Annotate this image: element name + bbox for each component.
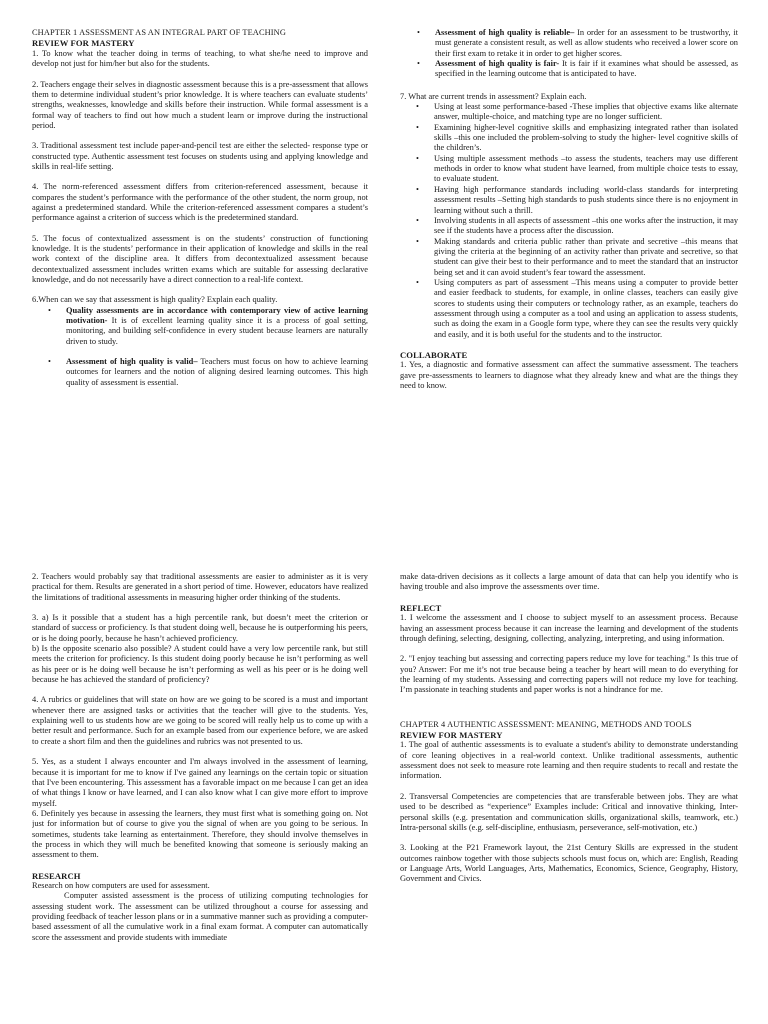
trend-text: Having high performance standards including world-class standards for interpreting assessment results –Setting high standards to push students since there is no enjoyment in learning without such a thrill.: [434, 184, 738, 215]
bullet-icon: •: [416, 236, 419, 246]
trend-text: Examining higher-level cognitive skills and emphasizing integrated rather than isolated skills –this one included the problem-solving to study the higher- level cognitive skills of the children’s.: [434, 122, 738, 153]
bullet-icon: •: [416, 215, 419, 225]
trend-text: Using at least some performance-based -These implies that objective exams like alternate answer, multiple-choice, and matching type are no longer sufficient.: [434, 102, 738, 122]
chapter-4-answer-3: 3. Looking at the P21 Framework layout, the 21st Century Skills are expressed in the student outcomes rainbow together with those subjects schools must focus on, which are: English, Reading or Language Arts, World Languages, Arts, Mathematics, Economics, Science, Geography, History, Government and Civics.: [400, 843, 738, 884]
collaborate-answer: 1. Yes, a diagnostic and formative assessment can affect the summative assessment. The teachers gave pre-assessments to learners to diagnose what they already knew and what are the things they need to know.: [400, 360, 738, 391]
quality-text: It is fair if it examines what should be assessed, as specified in the learning outcome that is anticipated to have.: [435, 59, 738, 79]
list-item: [416, 154, 738, 185]
list-item: [48, 357, 368, 388]
list-item: [416, 278, 738, 340]
chapter-4-title: CHAPTER 4 AUTHENTIC ASSESSMENT: MEANING, METHODS AND TOOLS: [400, 719, 692, 729]
chapter-4-answer-2: 2. Transversal Competencies are competencies that are transferable between jobs. They are what used to be described as “experience” Examples include: Critical and innovative thinking, Inter-personal skills (e.g. presentation and communication skills, organizational skills, teamwork, etc.) Intra-personal skills (e.g. self-discipline, enthusiasm, perseverance, self-motivation, etc.): [400, 791, 738, 832]
answer-3: 3. Traditional assessment test include paper-and-pencil test are either the selected- response type or constructed type. Authentic assessment test focuses on students using and applying knowledge and skills in real-life setting.: [32, 141, 368, 171]
quality-text: Teachers must focus on how to achieve learning outcomes for learners and the notion of aligning desired learning outcomes. This high quality of assessment is essential.: [66, 357, 368, 387]
bullet-icon: •: [416, 277, 419, 287]
chapter-1-title: CHAPTER 1 ASSESSMENT AS AN INTEGRAL PART OF TEACHING: [32, 28, 286, 37]
bullet-icon: •: [417, 28, 420, 37]
question-7-intro: 7. What are current trends in assessment? Explain each.: [400, 91, 587, 101]
trend-text: Using multiple assessment methods –to assess the students, teachers may use different methods in order to know what student have learned, from multiple choice tests to essay, to evaluate student.: [434, 153, 738, 184]
trend-text: Involving students in all aspects of assessment –this one works after the instruction, it may see if the students have a process after the discussion.: [434, 215, 738, 236]
answer-6-assessing: 6. Definitely yes because in assessing the learners, they must first what is something going on. Not just for information but of course to give you the signal of when are you going to be serious. In sometimes, students take learning as entertainment. Therefore, they should involve themselves in the process in which they will much be benefited knowing that someone is seriously making an assessment to them.: [32, 808, 368, 860]
trend-text: Making standards and criteria public rather than private and secretive –this means that giving the criteria at the beginning of an activity rather than private and secretive, so that student can give their best to their performance and to meet the standard that an instructor being set and it can avoid student’s fear toward the assessment.: [434, 236, 738, 277]
research-heading: RESEARCH: [32, 870, 81, 881]
answer-5-student: 5. Yes, as a student I always encounter and I'm always involved in the assessment of learning, because it is important for me to know if I've gained any learnings on the certain topic or situation that I've been encountering. This assessment has a favorable impact on me because I can get an idea of what things I know or have learned, and I can also know what I can give more effort to improve myself.: [32, 757, 368, 808]
trend-text: Using computers as part of assessment –This means using a computer to provide better and easier feedback to students, for example, in online classes, teachers can easily give scores to students using their computers or technology rather, as an example, teachers do assessment through using a computer as a tool and using an application to assess students, such as doing the exam in a Google form type, where they can see the results very quickly and easily, and it is both useful for the students and to the instructor.: [434, 277, 738, 339]
quality-text: It is of excellent learning quality since it is a process of goal setting, monitoring, and building self-confidence in every student because learners are naturally driven to study.: [66, 316, 368, 346]
answer-1: 1. To know what the teacher doing in terms of teaching, to what she/he need to improve and develop not just for him/her but also for the students.: [32, 48, 368, 69]
answer-3b: b) Is the opposite scenario also possible? A student could have a very low percentile rank, but still meets the criterion for proficiency. Is this student doing poorly because he isn’t performing as well as his peer or is he doing well because he isn’t performing as well as his peer or is he doing well because he has achieved the standard of proficiency?: [32, 644, 368, 685]
review-for-mastery-heading: REVIEW FOR MASTERY: [32, 38, 135, 49]
reflect-heading: REFLECT: [400, 602, 442, 613]
bullet-icon: •: [48, 357, 51, 367]
quality-list-continued: [400, 28, 738, 80]
top-right-column: [400, 28, 738, 550]
quality-title: Quality assessments are in accordance with contemporary view of active learning motivation-: [66, 305, 368, 326]
quality-title: Assessment of high quality is fair-: [435, 59, 560, 69]
research-intro: Research on how computers are used for assessment.: [32, 881, 210, 891]
quality-title: Assessment of high quality is reliable–: [435, 28, 575, 37]
bullet-icon: •: [416, 153, 419, 163]
list-item: [416, 237, 738, 278]
list-item: [416, 123, 738, 154]
trends-list: [400, 102, 738, 340]
quality-title: Assessment of high quality is valid–: [66, 357, 198, 367]
answer-4-rubrics: 4. A rubrics or guidelines that will state on how are we going to be scored is a must and important whenever there are assigned tasks or activities that the teacher will give to the students. Yes, explaining well to us students how are we going to be scored will really help us to come up with a better result and performance. Such for an example based from our experience before, we are asked to create a short film and then the guidelines and rubrics was not presented to us.: [32, 695, 368, 746]
bullet-icon: •: [48, 305, 51, 315]
answer-2: 2. Teachers engage their selves in diagnostic assessment because this is a pre-assessment that allows them to determine individual student’s prior knowledge. It is where teachers can evaluate students’ strengths, weaknesses, knowledge and skills before their instruction. While formal assessment is a formal way of teachers to find out how much a student learn or improve during the instructional period.: [32, 79, 368, 130]
bullet-icon: •: [416, 122, 419, 132]
list-item: [416, 185, 738, 216]
list-item: [416, 102, 738, 123]
quality-text: In order for an assessment to be trustworthy, it must generate a consistent result, as well as allow students who received a lower score on their first exam to retake it in order to get higher scores.: [435, 28, 738, 58]
chapter-4-answer-1: 1. The goal of authentic assessments is to evaluate a student's ability to demonstrate understanding of core leaning objectives in a real-world context. Unlike traditional assessments, authentic assessment does not seek to measure rote learning and then require students to recall and restate the information.: [400, 740, 738, 781]
answer-5: 5. The focus of contextualized assessment is on the students’ construction of functioning knowledge. It is the students’ performance in their application of knowledge and skills in the real work context of the discipline area. It differs from decontextualized assessment because decontextualized assessment includes written exams which are suitable for assessing declarative knowledge, and do not necessarily have a direct connection to a real-life context.: [32, 233, 368, 285]
page-top-half: [0, 28, 768, 550]
page-bottom-half: [0, 572, 768, 1024]
list-item: [417, 28, 738, 59]
answer-4: 4. The norm-referenced assessment differs from criterion-referenced assessment, because it compares the student’s performance with the performance of the other student, the norm group, not against a predetermined standard. While the criterion-referenced assessment compares a student’s performance against a criterion of success which is the predetermined standard.: [32, 182, 368, 223]
question-6-intro: 6.When can we say that assessment is high quality? Explain each quality.: [32, 295, 278, 305]
bullet-icon: •: [416, 184, 419, 194]
research-paragraph: Computer assisted assessment is the process of utilizing computing technologies for assessing student work. The assessment can be utilized throughout a course for assessing and providing feedback of teacher lesson plans or in a summative manner such as providing a computer-based assessment of all the cumulative work in a final exam format. A computer can automatically score the assessment and provide students with immediate: [32, 891, 368, 942]
answer-2-traditional: 2. Teachers would probably say that traditional assessments are easier to administer as it is very practical for them. Results are generated in a short period of time. However, educators have realized the limitations of traditional assessments in measuring higher order thinking of the students.: [32, 572, 368, 602]
research-continued: make data-driven decisions as it collects a large amount of data that can help you identify who is having trouble and also improve the assessments over time.: [400, 572, 738, 592]
top-left-column: [32, 28, 368, 550]
reflect-answer-1: 1. I welcome the assessment and I choose to subject myself to an assessment process. Because having an assessment process because it can increase the learning and development of the students through defining, selecting, designing, collecting, analyzing, interpreting, and using information.: [400, 613, 738, 643]
bullet-icon: •: [416, 102, 419, 112]
bottom-left-column: [32, 572, 368, 1024]
review-for-mastery-heading: REVIEW FOR MASTERY: [400, 729, 503, 740]
collaborate-heading: COLLABORATE: [400, 349, 468, 360]
list-item: [417, 59, 738, 80]
bullet-icon: •: [417, 59, 420, 69]
list-item: [416, 216, 738, 237]
list-item: [48, 306, 368, 347]
answer-3a: 3. a) Is it possible that a student has a high percentile rank, but doesn’t meet the criterion or standard of success or proficiency. Is that student doing well, because he is outperforming his peers, or is he doing poorly, because he hasn’t achieved proficiency.: [32, 613, 368, 643]
quality-list: [32, 306, 368, 388]
reflect-answer-2: 2. "I enjoy teaching but assessing and correcting papers reduce my love for teaching." Is this true of you? Answer: For me it’s not true because being a teacher by heart will mean to do everything for the learning of my students. Assessing and correcting papers will not reduce my love for teaching. I’m passionate in teaching students and paper works is not a hindrance for me.: [400, 654, 738, 695]
bottom-right-column: [400, 572, 738, 1024]
